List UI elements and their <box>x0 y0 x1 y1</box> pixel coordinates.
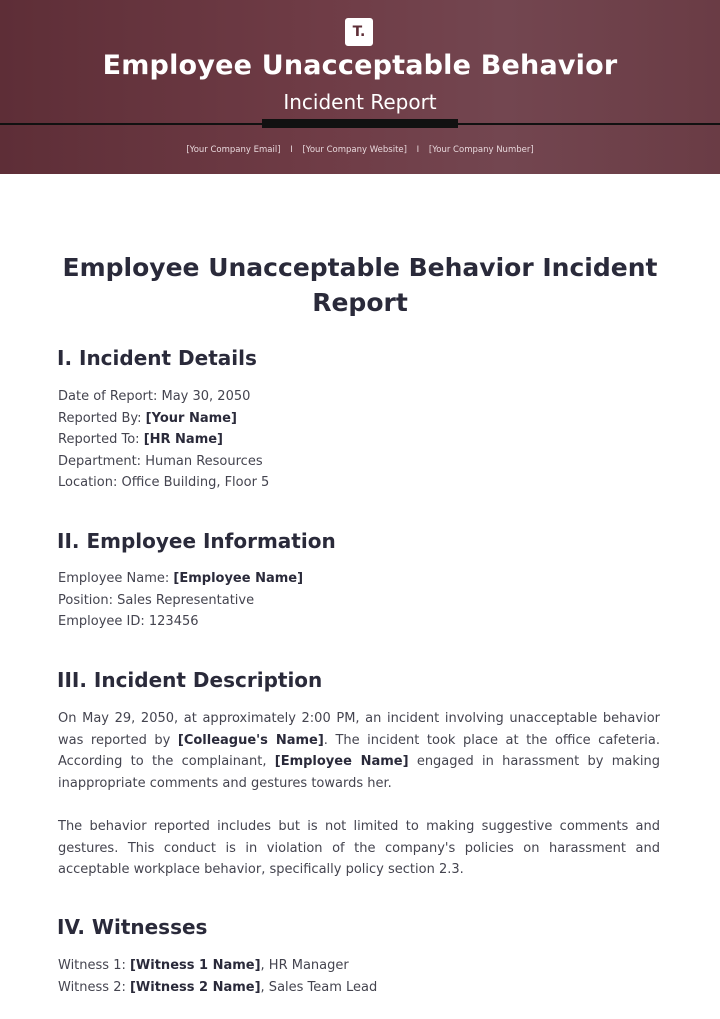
field-value: [Your Name] <box>145 410 237 426</box>
witness-list <box>58 955 663 998</box>
witness-role: , Sales Team Lead <box>260 979 378 995</box>
employee-info-list <box>58 568 663 633</box>
date-of-report <box>58 386 663 408</box>
witness-2 <box>58 977 663 999</box>
contact-line <box>0 145 720 155</box>
paragraph-text: engaged in harassment by making inappropriate comments and gestures towards her. <box>58 754 660 791</box>
witness-name: [Witness 2 Name] <box>129 979 261 995</box>
field-label: Date of Report: <box>58 389 162 404</box>
employee-name <box>58 568 663 590</box>
section-heading-incident-details: I. Incident Details <box>57 346 257 370</box>
reported-by <box>58 408 663 430</box>
field-label: Witness 2: <box>58 979 130 995</box>
section-heading-witnesses: IV. Witnesses <box>57 915 208 939</box>
witness-role: , HR Manager <box>260 958 349 973</box>
location <box>58 472 663 494</box>
field-value: [HR Name] <box>143 432 224 447</box>
field-label: Witness 1: <box>58 958 130 973</box>
colleague-name: [Colleague's Name] <box>177 732 324 748</box>
reported-to <box>58 429 663 451</box>
field-value: [Employee Name] <box>173 571 304 586</box>
incident-description-paragraph-2: The behavior reported includes but is not limited to making suggestive comments and gestures. This conduct is in violation of the company's policies on harassment and acceptable workplace behavior, specifically policy section 2.3. <box>58 819 660 877</box>
department <box>58 451 663 473</box>
field-label: Position: <box>58 592 118 608</box>
company-website: [Your Company Website] <box>302 145 407 155</box>
employee-position <box>58 590 663 612</box>
field-value: Office Building, Floor 5 <box>121 475 270 490</box>
section-heading-incident-description: III. Incident Description <box>57 668 323 692</box>
incident-description-paragraph-1 <box>58 708 660 794</box>
company-email: [Your Company Email] <box>186 145 281 155</box>
document-title: Employee Unacceptable Behavior Incident Report <box>62 253 658 317</box>
header-subtitle: Incident Report <box>283 90 437 114</box>
employee-id <box>58 611 663 633</box>
section-heading-employee-information: II. Employee Information <box>57 529 336 553</box>
contact-separator: I <box>416 145 420 155</box>
field-value: 123456 <box>148 614 199 629</box>
header-divider-accent <box>262 119 458 128</box>
field-label: Reported To: <box>58 432 144 447</box>
field-value: Sales Representative <box>117 592 255 608</box>
employee-name-ref: [Employee Name] <box>274 754 409 769</box>
field-label: Employee ID: <box>58 614 149 629</box>
field-label: Employee Name: <box>58 571 174 586</box>
header-title: Employee Unacceptable Behavior <box>102 50 618 81</box>
paragraph-text: . The incident took place at the office cafeteria. According to the complainant, <box>58 732 661 769</box>
field-label: Department: <box>58 453 146 469</box>
field-label: Location: <box>58 475 122 490</box>
incident-details-list <box>58 386 663 494</box>
field-value: Human Resources <box>145 453 263 469</box>
field-label: Reported By: <box>58 410 146 426</box>
contact-separator: I <box>290 145 293 155</box>
witness-1 <box>58 955 663 977</box>
field-value: May 30, 2050 <box>161 389 251 404</box>
paragraph-text: On May 29, 2050, at approximately 2:00 PM, an incident involving unacceptable behavior was reported by <box>58 711 660 748</box>
witness-name: [Witness 1 Name] <box>129 958 261 973</box>
company-logo-icon: T. <box>345 18 373 46</box>
header-banner <box>0 0 720 174</box>
company-number: [Your Company Number] <box>428 145 534 155</box>
